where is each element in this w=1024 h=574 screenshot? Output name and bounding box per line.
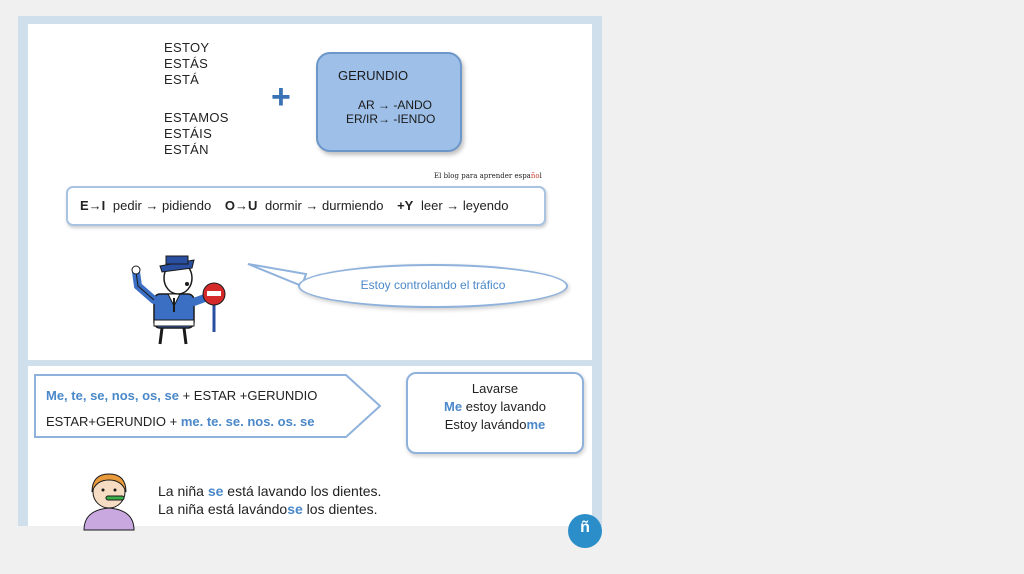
girl-brushing-teeth-illustration <box>78 470 140 530</box>
s2-end: los dientes. <box>302 501 378 517</box>
policeman-illustration <box>126 246 236 346</box>
girl-example-sentences <box>158 482 381 518</box>
reflexive-arrow-box <box>34 374 382 438</box>
estar-form: ESTÁS <box>164 56 209 71</box>
s2-pronoun: se <box>287 501 303 517</box>
irregular-gerunds-line <box>80 198 508 213</box>
bottom-panel <box>28 366 592 536</box>
blog-credit-text: El blog para aprender espa <box>434 172 531 180</box>
pronoun: Me <box>444 399 463 414</box>
s1-end: está lavando los dientes. <box>223 483 382 499</box>
rule-e-i-example: pedir → pidiendo <box>112 198 212 213</box>
lavarse-example-2 <box>408 416 582 434</box>
lavarse-title: Lavarse <box>471 381 519 396</box>
sentence-2 <box>158 500 381 518</box>
gerundio-rule-ar: AR → -ANDO <box>358 98 433 112</box>
gerundio-box <box>316 52 462 152</box>
blog-credit-suffix: l <box>539 172 542 180</box>
speech-bubble <box>298 264 568 308</box>
rule-o-u-example: dormir → durmiendo <box>264 198 384 213</box>
pronouns-before: Me, te, se, nos, os, se <box>46 388 179 403</box>
blog-credit <box>434 172 542 180</box>
estar-singular-forms <box>164 40 209 88</box>
pronouns-after: me. te. se. nos. os. se <box>180 414 315 429</box>
s1-pronoun: se <box>207 483 224 499</box>
rule-o-u: O→U <box>224 198 258 213</box>
estar-form: ESTÁ <box>164 72 200 87</box>
n-tilde-logo: ñ <box>568 514 602 548</box>
speech-bubble-text: Estoy controlando el tráfico <box>360 278 506 292</box>
example-start: Estoy lavándo <box>444 417 527 432</box>
rule-y-example: leer → leyendo <box>420 198 509 213</box>
slide <box>18 16 602 536</box>
sentence-1 <box>158 482 381 500</box>
estar-form: ESTOY <box>164 40 210 55</box>
rule-e-i: E→I <box>80 198 106 213</box>
gerundio-rule-er-ir: ER/IR→ -IENDO <box>346 112 436 126</box>
s2-start: La niña está lavándo <box>158 501 288 517</box>
estar-plural-forms <box>164 110 229 158</box>
estar-form: ESTAMOS <box>164 110 229 125</box>
pronoun: me <box>526 417 546 432</box>
rule-1-rest: + ESTAR +GERUNDIO <box>178 388 318 403</box>
gerundio-title: GERUNDIO <box>338 68 409 83</box>
plus-sign: + <box>271 78 291 116</box>
example-rest: estoy lavando <box>462 399 546 414</box>
rule-2-start: ESTAR+GERUNDIO + <box>46 414 181 429</box>
blog-credit-highlight: ño <box>530 172 540 180</box>
estar-form: ESTÁIS <box>164 126 213 141</box>
top-panel <box>28 24 592 360</box>
s1-start: La niña <box>158 483 208 499</box>
lavarse-example-1 <box>408 398 582 416</box>
estar-form: ESTÁN <box>164 142 209 157</box>
irregular-gerunds-box <box>66 186 546 226</box>
rule-y: +Y <box>397 198 414 213</box>
lavarse-example-box <box>406 372 584 454</box>
